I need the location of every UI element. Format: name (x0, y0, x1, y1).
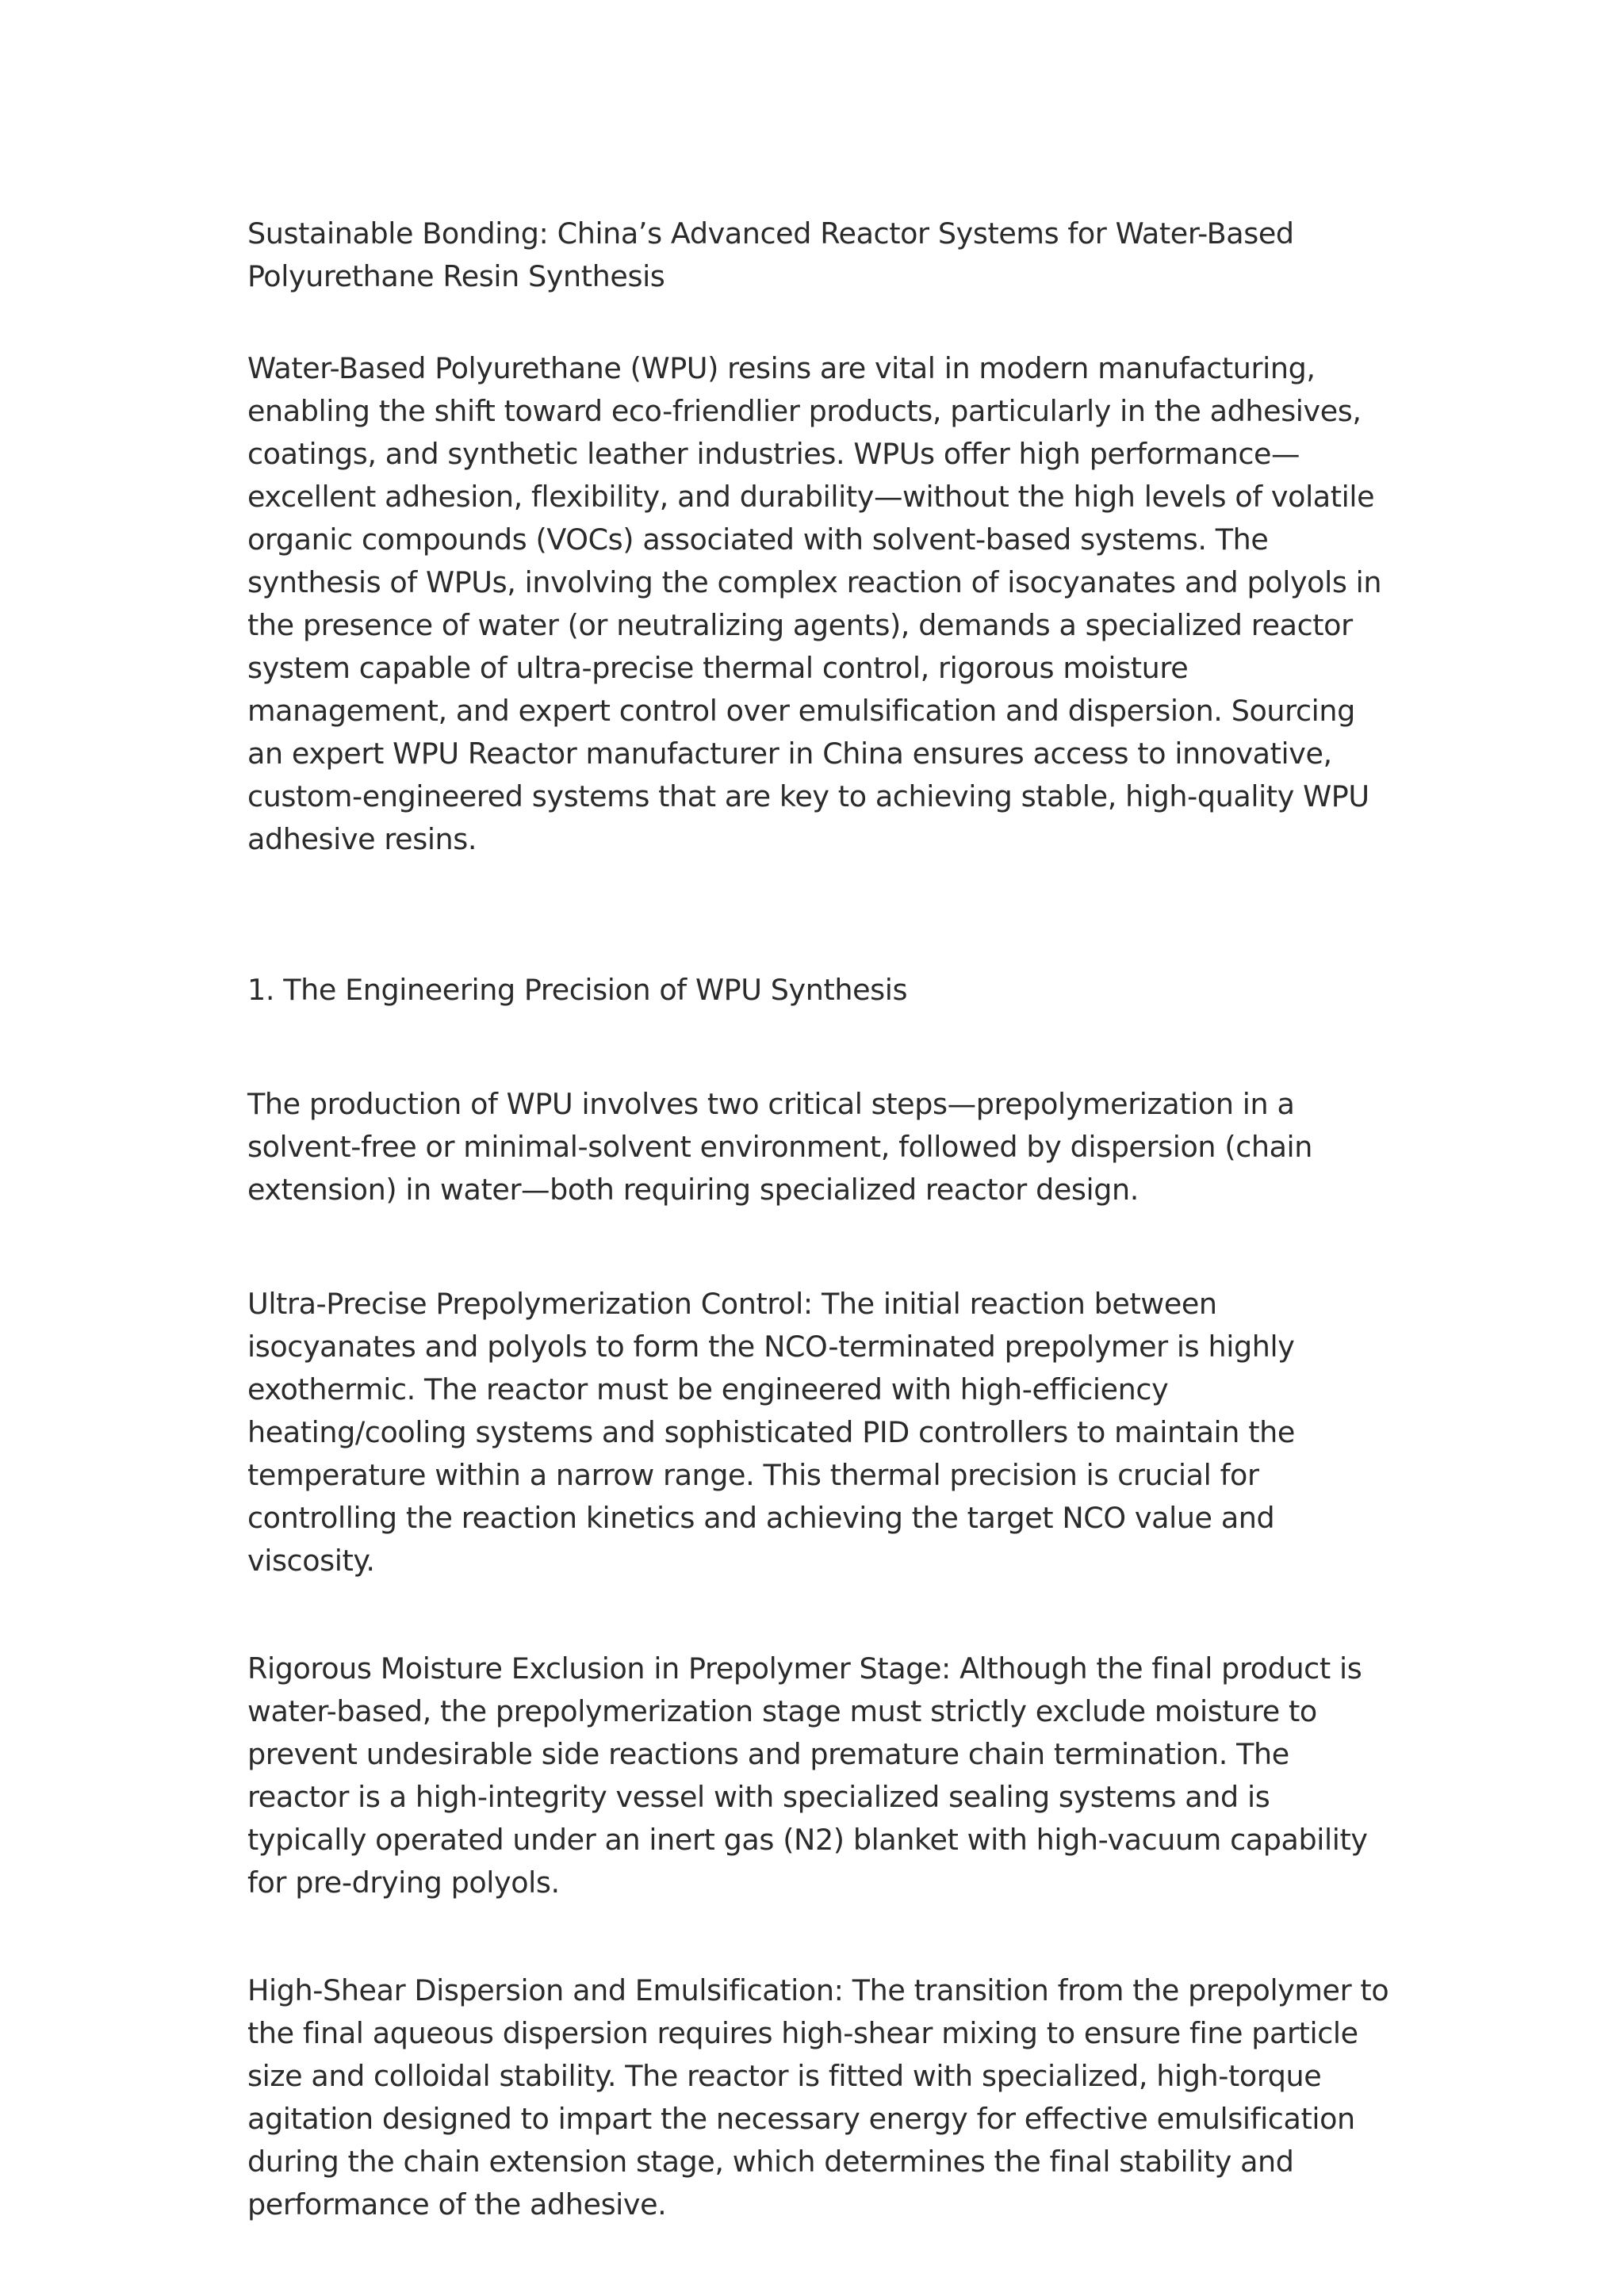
point-paragraph-dispersion (247, 1969, 1389, 2226)
point-text: The initial reaction between isocyanates and polyols to form the NCO-terminated prepolymer is highly exothermic. The reactor must be engineered with high-efficiency heating/cooling systems and sophisticated PID controllers to maintain the temperature within a narrow range. This thermal precision is crucial for controlling the reaction kinetics and achieving the target NCO value and viscosity. (247, 1287, 1295, 1578)
point-term: High-Shear Dispersion and Emulsification: (247, 1973, 844, 2007)
intro-paragraph: Water-Based Polyurethane (WPU) resins are vital in modern manufacturing, enabling the shift toward eco-friendlier products, particularly in the adhesives, coatings, and synthetic leather industries. WPUs offer high performance—excellent adhesion, flexibility, and durability—without the high levels of volatile organic compounds (VOCs) associated with solvent-based systems. The synthesis of WPUs, involving the complex reaction of isocyanates and polyols in the presence of water (or neutralizing agents), demands a specialized reactor system capable of ultra-precise thermal control, rigorous moisture management, and expert control over emulsification and dispersion. Sourcing an expert WPU Reactor manufacturer in China ensures access to innovative, custom-engineered systems that are key to achieving stable, high-quality WPU adhesive resins. (247, 351, 1382, 856)
point-text: The transition from the prepolymer to the final aqueous dispersion requires high-shear mixing to ensure fine particle size and colloidal stability. The reactor is fitted with specialized, high-torque agitation designed to impart the necessary energy for effective emulsification during the chain extension stage, which determines the final stability and performance of the adhesive. (247, 1973, 1389, 2221)
section-intro-paragraph: The production of WPU involves two critical steps—prepolymerization in a solvent-free or minimal-solvent environment, followed by dispersion (chain extension) in water—both requiring specialized reactor design. (247, 1087, 1313, 1207)
point-term: Rigorous Moisture Exclusion in Prepolymer Stage: (247, 1651, 951, 1686)
document-title: Sustainable Bonding: China’s Advanced Reactor Systems for Water-Based Polyurethane Resin Synthesis (247, 216, 1294, 293)
point-text: Although the final product is water-based, the prepolymerization stage must strictly exclude moisture to prevent undesirable side reactions and premature chain termination. The reactor is a high-integrity vessel with specialized sealing systems and is typically operated under an inert gas (N2) blanket with high-vacuum capability for pre-drying polyols. (247, 1651, 1368, 1900)
document-body (247, 212, 1389, 2226)
section-heading: 1. The Engineering Precision of WPU Synthesis (247, 973, 908, 1007)
point-paragraph-prepolymerization (247, 1283, 1389, 1582)
point-term: Ultra-Precise Prepolymerization Control: (247, 1287, 813, 1321)
point-paragraph-moisture-exclusion (247, 1647, 1389, 1904)
